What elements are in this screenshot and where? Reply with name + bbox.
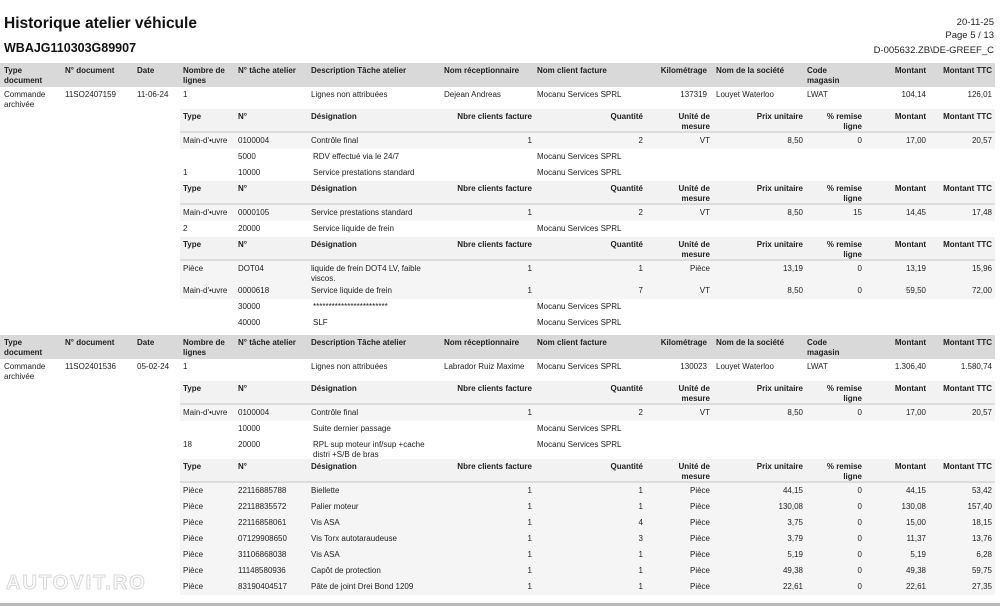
cell: 0: [857, 502, 862, 511]
cell: Suite dernier passage: [313, 424, 391, 433]
cell: Montant: [894, 184, 926, 193]
cell: 0100004: [238, 408, 270, 417]
cell: Capôt de protection: [311, 566, 381, 575]
line-header-row: [180, 181, 995, 205]
cell: Montant: [894, 338, 926, 347]
cell: Pièce: [689, 582, 710, 591]
cell: 49,38: [905, 566, 926, 575]
cell: Pièce: [183, 486, 204, 495]
cell: Quantité: [610, 240, 643, 249]
cell: 0000618: [238, 286, 270, 295]
cell: 0: [857, 550, 862, 559]
cell: Nbre clients facture: [457, 384, 532, 393]
cell: Unité de mesure: [678, 384, 710, 403]
cell: Montant: [894, 112, 926, 121]
cell: 53,42: [971, 486, 992, 495]
cell: Pièce: [183, 550, 204, 559]
cell: 22116858061: [238, 518, 287, 527]
cell: Nom de la société: [716, 66, 785, 75]
cell: Quantité: [610, 462, 643, 471]
cell: Nombre de lignes: [183, 66, 225, 85]
cell: 157,40: [967, 502, 992, 511]
cell: Mocanu Services SPRL: [537, 152, 622, 161]
cell: Description Tâche atelier: [311, 338, 407, 347]
cell: Date: [137, 338, 155, 347]
cell: 130,08: [901, 502, 926, 511]
cell: LWAT: [807, 362, 828, 371]
cell: Pièce: [183, 582, 204, 591]
cell: Nom client facture: [537, 338, 607, 347]
report-title: Historique atelier véhicule: [4, 15, 197, 32]
cell: 1: [638, 486, 643, 495]
cell: Nom réceptionnaire: [444, 338, 520, 347]
cell: 10000: [238, 424, 261, 433]
cell: Code magasin: [807, 338, 840, 357]
cell: Nbre clients facture: [457, 184, 532, 193]
cell: Désignation: [311, 462, 357, 471]
cell: Type document: [4, 66, 43, 85]
cell: 22,61: [782, 582, 803, 591]
cell: Mocanu Services SPRL: [537, 90, 622, 99]
cell: N°: [238, 112, 247, 121]
cell: 1.306,40: [894, 362, 926, 371]
cell: 5,19: [910, 550, 926, 559]
cell: Pièce: [689, 518, 710, 527]
cell: Désignation: [311, 384, 357, 393]
cell: Nbre clients facture: [457, 240, 532, 249]
line-header-row: [180, 109, 995, 133]
cell: 14,45: [905, 208, 926, 217]
cell: Mocanu Services SPRL: [537, 302, 622, 311]
cell: Date: [137, 66, 155, 75]
task-row: [180, 315, 995, 331]
cell: 17,48: [971, 208, 992, 217]
cell: 1: [527, 518, 532, 527]
cell: SLF: [313, 318, 328, 327]
cell: Pièce: [689, 534, 710, 543]
cell: Description Tâche atelier: [311, 66, 407, 75]
cell: Unité de mesure: [678, 112, 710, 131]
cell: 126,01: [967, 90, 992, 99]
cell: N° tâche atelier: [238, 66, 296, 75]
cell: Commande archivée: [4, 362, 46, 381]
cell: 59,50: [905, 286, 926, 295]
cell: Lignes non attribuées: [311, 90, 388, 99]
line-item-row: [180, 547, 995, 563]
cell: RDV effectué via le 24/7: [313, 152, 400, 161]
cell: Pièce: [689, 566, 710, 575]
cell: Kilométrage: [660, 338, 707, 347]
cell: Main-d'•uvre: [183, 286, 228, 295]
cell: 27,35: [971, 582, 992, 591]
cell: 1.580,74: [960, 362, 992, 371]
cell: N°: [238, 384, 247, 393]
cell: 44,15: [905, 486, 926, 495]
cell: 22116885788: [238, 486, 287, 495]
cell: Louyet Waterloo: [716, 362, 774, 371]
cell: 18,15: [971, 518, 992, 527]
cell: Prix unitaire: [756, 462, 803, 471]
cell: Nbre clients facture: [457, 112, 532, 121]
cell: Pièce: [689, 502, 710, 511]
cell: Code magasin: [807, 66, 840, 85]
cell: Contrôle final: [311, 136, 359, 145]
cell: 0: [857, 408, 862, 417]
cell: 20000: [238, 440, 261, 449]
cell: 2: [638, 408, 643, 417]
cell: 4: [638, 518, 643, 527]
cell: 0: [857, 136, 862, 145]
cell: Mocanu Services SPRL: [537, 424, 622, 433]
cell: 11148580936: [238, 566, 286, 575]
cell: 15,96: [971, 264, 992, 273]
cell: Pièce: [183, 264, 204, 273]
cell: Unité de mesure: [678, 462, 710, 481]
cell: N° document: [65, 66, 115, 75]
cell: VT: [699, 408, 710, 417]
task-row: [180, 221, 995, 237]
cell: 137319: [680, 90, 707, 99]
cell: 11SO2401536: [65, 362, 117, 371]
cell: Vis ASA: [311, 518, 340, 527]
cell: 10000: [238, 168, 261, 177]
cell: 0: [857, 486, 862, 495]
cell: 1: [527, 534, 532, 543]
cell: 11SO2407159: [65, 90, 117, 99]
cell: Désignation: [311, 112, 357, 121]
cell: Dejean Andreas: [444, 90, 501, 99]
cell: Commande archivée: [4, 90, 46, 109]
cell: 1: [527, 408, 532, 417]
line-item-row: [180, 405, 995, 421]
cell: 44,15: [782, 486, 803, 495]
cell: Vis ASA: [311, 550, 340, 559]
cell: 07129908650: [238, 534, 287, 543]
line-item-row: [180, 283, 995, 299]
cell: 11-06-24: [137, 90, 169, 99]
cell: Mocanu Services SPRL: [537, 224, 622, 233]
cell: Lignes non attribuées: [311, 362, 388, 371]
cell: Montant TTC: [943, 240, 992, 249]
line-item-row: [180, 205, 995, 221]
cell: RPL sup moteur inf/sup +cache distri +S/B de bras: [313, 440, 425, 459]
cell: Nbre clients facture: [457, 462, 532, 471]
cell: 17,00: [905, 136, 926, 145]
cell: 1: [527, 582, 532, 591]
cell: Type: [183, 462, 202, 471]
cell: 1: [638, 502, 643, 511]
cell: 1: [527, 566, 532, 575]
line-item-row: [180, 133, 995, 149]
cell: Montant: [894, 384, 926, 393]
cell: 3,79: [787, 534, 803, 543]
cell: 1: [638, 550, 643, 559]
cell: Pièce: [183, 534, 204, 543]
cell: Nombre de lignes: [183, 338, 225, 357]
cell: Quantité: [610, 184, 643, 193]
cell: N° document: [65, 338, 115, 347]
cell: Montant TTC: [943, 338, 992, 347]
document-row: [0, 359, 995, 381]
cell: Palier moteur: [311, 502, 359, 511]
cell: 22118835572: [238, 502, 287, 511]
cell: 1: [183, 362, 188, 371]
cell: 130,08: [778, 502, 803, 511]
line-item-row: [180, 515, 995, 531]
cell: 1: [638, 566, 643, 575]
cell: 20,57: [971, 136, 992, 145]
cell: Montant TTC: [943, 184, 992, 193]
cell: Service prestations standard: [311, 208, 413, 217]
cell: Montant TTC: [943, 66, 992, 75]
cell: Désignation: [311, 240, 357, 249]
cell: Pièce: [689, 550, 710, 559]
cell: 1: [183, 90, 188, 99]
cell: 8,50: [787, 408, 803, 417]
cell: N°: [238, 184, 247, 193]
cell: Pièce: [183, 518, 204, 527]
cell: Biellette: [311, 486, 340, 495]
cell: Main-d'•uvre: [183, 136, 228, 145]
cell: 2: [183, 224, 188, 233]
cell: Pièce: [689, 264, 710, 273]
cell: Quantité: [610, 112, 643, 121]
cell: Prix unitaire: [756, 184, 803, 193]
cell: Nom réceptionnaire: [444, 66, 520, 75]
cell: 49,38: [782, 566, 803, 575]
cell: N°: [238, 462, 247, 471]
line-item-row: [180, 531, 995, 547]
cell: ************************: [313, 302, 388, 311]
cell: 8,50: [787, 208, 803, 217]
cell: 0: [857, 286, 862, 295]
document-header-row: [0, 63, 995, 87]
cell: % remise ligne: [826, 112, 862, 131]
task-row: [180, 299, 995, 315]
cell: Montant TTC: [943, 462, 992, 471]
cell: Louyet Waterloo: [716, 90, 774, 99]
cell: Labrador Ruiz Maxime: [444, 362, 525, 371]
cell: liquide de frein DOT4 LV, faible viscos.: [311, 264, 421, 283]
cell: 0: [857, 566, 862, 575]
cell: 0: [857, 582, 862, 591]
cell: 2: [638, 136, 643, 145]
line-header-row: [180, 237, 995, 261]
cell: 1: [527, 550, 532, 559]
cell: 1: [527, 502, 532, 511]
cell: Pâte de joint Drei Bond 1209: [311, 582, 414, 591]
cell: Montant: [894, 462, 926, 471]
cell: 3,75: [787, 518, 803, 527]
cell: 1: [527, 208, 532, 217]
report-table: [0, 63, 995, 595]
cell: 11,37: [906, 534, 926, 543]
line-item-row: [180, 499, 995, 515]
cell: Quantité: [610, 384, 643, 393]
cell: Kilométrage: [660, 66, 707, 75]
watermark-logo: AUTOVIT.RO: [6, 572, 147, 594]
cell: Type: [183, 184, 202, 193]
task-row: [180, 437, 995, 459]
cell: Prix unitaire: [756, 112, 803, 121]
cell: 22,61: [905, 582, 926, 591]
cell: Service liquide de frein: [313, 224, 394, 233]
page-indicator: Page 5 / 13: [945, 30, 994, 41]
cell: % remise ligne: [826, 184, 862, 203]
cell: 104,14: [901, 90, 926, 99]
task-row: [180, 149, 995, 165]
report-date: 20-11-25: [956, 17, 994, 28]
cell: 6,28: [976, 550, 992, 559]
cell: Type: [183, 240, 202, 249]
cell: Unité de mesure: [678, 184, 710, 203]
cell: VT: [699, 286, 710, 295]
cell: Désignation: [311, 184, 357, 193]
cell: 13,76: [971, 534, 992, 543]
cell: Nom client facture: [537, 66, 607, 75]
cell: Mocanu Services SPRL: [537, 440, 622, 449]
cell: Unité de mesure: [678, 240, 710, 259]
cell: 83190404517: [238, 582, 287, 591]
cell: 15: [853, 208, 862, 217]
line-item-row: [180, 579, 995, 595]
cell: Contrôle final: [311, 408, 359, 417]
cell: LWAT: [807, 90, 828, 99]
cell: DOT04: [238, 264, 264, 273]
cell: Type: [183, 384, 202, 393]
cell: 5,19: [787, 550, 803, 559]
cell: 0: [857, 264, 862, 273]
task-row: [180, 165, 995, 181]
cell: 1: [527, 486, 532, 495]
cell: 31106868038: [238, 550, 287, 559]
cell: 130023: [680, 362, 707, 371]
cell: 5000: [238, 152, 256, 161]
cell: 1: [527, 264, 532, 273]
cell: Main-d'•uvre: [183, 408, 228, 417]
cell: Montant: [894, 66, 926, 75]
cell: Pièce: [183, 502, 204, 511]
cell: Nom de la société: [716, 338, 785, 347]
task-row: [180, 421, 995, 437]
line-item-row: [180, 483, 995, 499]
user-id: D-005632.ZB\DE-GREEF_C: [873, 45, 994, 56]
cell: Pièce: [183, 566, 204, 575]
cell: 17,00: [905, 408, 926, 417]
cell: 1: [638, 264, 643, 273]
cell: 0100004: [238, 136, 270, 145]
cell: 72,00: [971, 286, 992, 295]
cell: 1: [527, 286, 532, 295]
cell: Prix unitaire: [756, 384, 803, 393]
cell: 59,75: [971, 566, 992, 575]
cell: % remise ligne: [826, 384, 862, 403]
cell: Main-d'•uvre: [183, 208, 228, 217]
cell: 0000105: [238, 208, 270, 217]
cell: 18: [183, 440, 192, 449]
document-header-row: [0, 335, 995, 359]
cell: % remise ligne: [826, 462, 862, 481]
cell: % remise ligne: [826, 240, 862, 259]
cell: 3: [638, 534, 643, 543]
cell: Pièce: [689, 486, 710, 495]
cell: 0: [857, 518, 862, 527]
cell: 05-02-24: [137, 362, 170, 371]
cell: VT: [699, 136, 710, 145]
cell: Type document: [4, 338, 43, 357]
cell: Mocanu Services SPRL: [537, 362, 622, 371]
cell: Service prestations standard: [313, 168, 415, 177]
document-row: [0, 87, 995, 109]
cell: N° tâche atelier: [238, 338, 296, 347]
cell: Prix unitaire: [756, 240, 803, 249]
cell: 7: [638, 286, 643, 295]
cell: 1: [527, 136, 532, 145]
cell: VT: [699, 208, 710, 217]
cell: 30000: [238, 302, 261, 311]
cell: 20,57: [971, 408, 992, 417]
cell: 13,19: [905, 264, 926, 273]
cell: 15,00: [905, 518, 926, 527]
line-header-row: [180, 459, 995, 483]
cell: 0: [857, 534, 862, 543]
cell: 1: [183, 168, 188, 177]
cell: 13,19: [782, 264, 803, 273]
cell: N°: [238, 240, 247, 249]
cell: Mocanu Services SPRL: [537, 318, 622, 327]
cell: Type: [183, 112, 202, 121]
cell: Mocanu Services SPRL: [537, 168, 622, 177]
cell: 20000: [238, 224, 261, 233]
cell: Service liquide de frein: [311, 286, 392, 295]
cell: 40000: [238, 318, 261, 327]
cell: 1: [638, 582, 643, 591]
line-header-row: [180, 381, 995, 405]
cell: Montant TTC: [943, 112, 992, 121]
cell: 8,50: [787, 136, 803, 145]
cell: 2: [638, 208, 643, 217]
line-item-row: [180, 261, 995, 283]
line-item-row: [180, 563, 995, 579]
cell: Montant TTC: [943, 384, 992, 393]
cell: Montant: [894, 240, 926, 249]
cell: Vis Torx autotaraudeuse: [311, 534, 397, 543]
vehicle-vin: WBAJG110303G89907: [4, 41, 137, 55]
cell: 8,50: [787, 286, 803, 295]
